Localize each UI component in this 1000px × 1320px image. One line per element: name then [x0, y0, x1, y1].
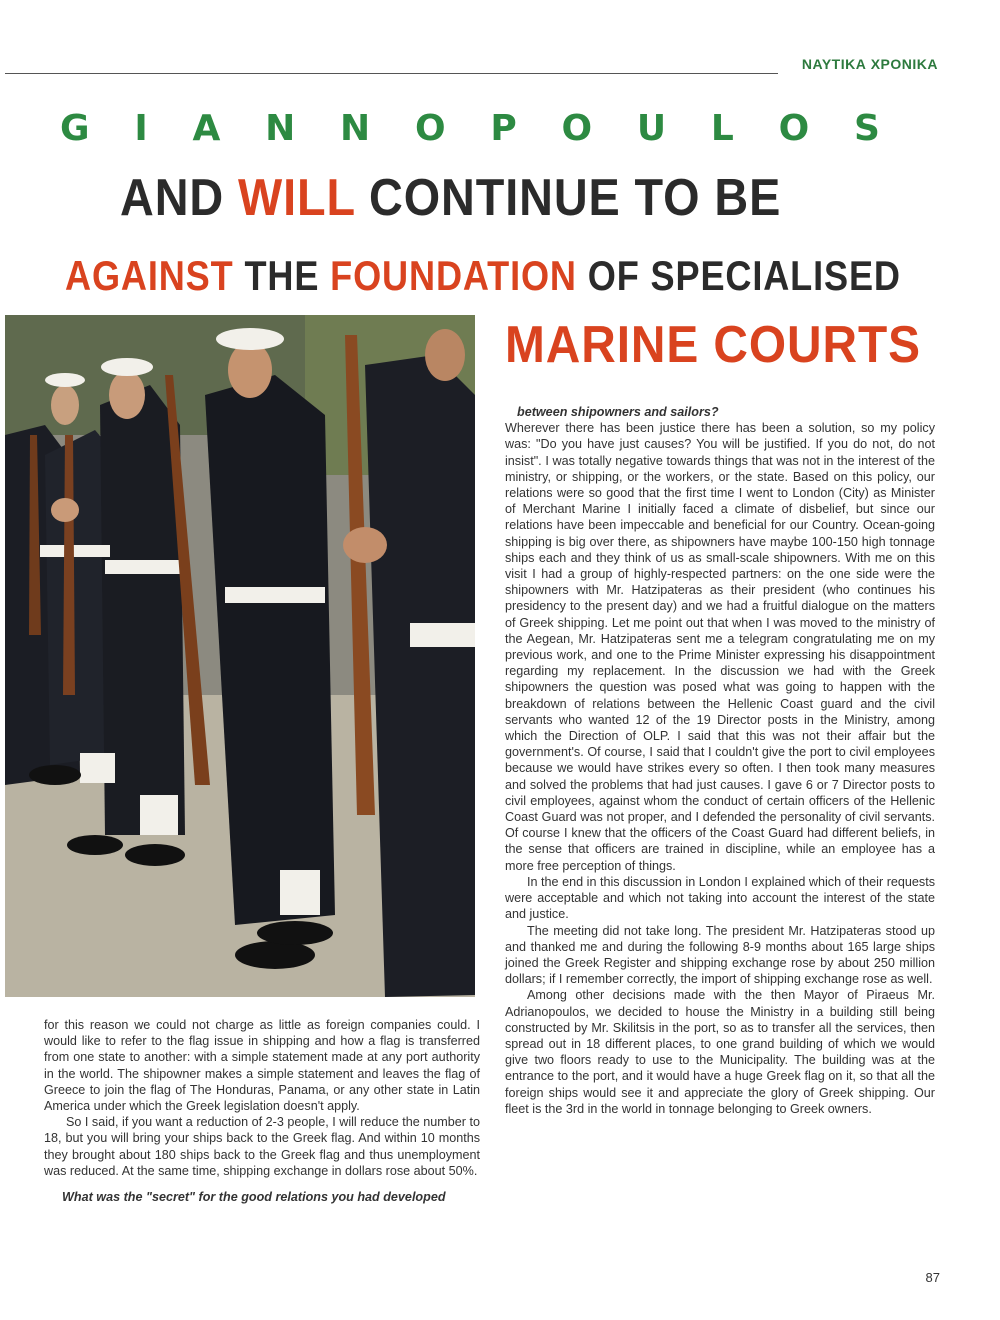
interview-question: What was the "secret" for the good relations you had developed	[62, 1190, 446, 1205]
article-paragraph: Among other decisions made with the then Mayor of Piraeus Mr. Adrianopoulos, we decided to house the Ministry in a building still being constructed by Mr. Skilitsis in the port, so as to transfer all the services, then spread out in 18 different places, to one grand building of which we would give two floors ready to use to the Municipality. The building was at the entrance to the port, and it would have a huge Greek flag on it, so that all the foreign ships would see it and appreciate the glory of Greek shipping. Our fleet is the 3rd in the world in tonnage belonging to Greek owners.	[505, 988, 935, 1116]
headline-line-4: MARINE COURTS	[505, 316, 921, 374]
headline-line-2	[120, 168, 781, 228]
headline-name-letter: L	[710, 108, 734, 149]
sailors-photo	[5, 315, 475, 997]
headline-name-letter: O	[414, 108, 446, 149]
page-number: 87	[925, 1270, 940, 1285]
headline-name-letter: N	[265, 108, 296, 149]
headline-text-highlight: FOUNDATION	[330, 252, 577, 299]
article-paragraph: for this reason we could not charge as little as foreign companies could. I would like to refer to the flag issue in shipping and how a flag is transferred from one state to another: with a simple statement made at any port authority in the world. The shipowner makes a simple statement and leaves the flag of Greece to join the flag of The Honduras, Panama, or any other state in Latin America under which the Greek legislation doesn't apply.	[44, 1018, 480, 1114]
headline-text-highlight: WILL	[238, 169, 356, 227]
header-rule	[5, 73, 778, 74]
headline-text-highlight: AGAINST	[65, 252, 234, 299]
headline-name-letter: I	[134, 108, 148, 149]
headline-name-letter: U	[636, 108, 667, 149]
magazine-name: ΝΑΥΤΙΚΑ ΧΡΟΝΙΚΑ	[801, 56, 938, 72]
headline-name-letter: A	[192, 108, 221, 149]
article-paragraph: So I said, if you want a reduction of 2-3 people, I will reduce the number to 18, but you will bring your ships back to the Greek flag. And within 10 months they brought about 180 ships back to the Greek flag and thus unemployment was reduced. At the same time, shipping exchange in dollars rose about 50%.	[44, 1115, 480, 1178]
headline-name-letter: O	[778, 108, 810, 149]
headline-text: CONTINUE TO BE	[369, 169, 782, 227]
headline-text: OF SPECIALISED	[587, 252, 901, 299]
headline-name-letter: G	[60, 108, 90, 149]
article-paragraph: The meeting did not take long. The president Mr. Hatzipateras stood up and thanked me and during the following 8-9 months about 165 large ships joined the Greek Register and shipping exchange rose by about 250 million dollars; if I remember correctly, the import of shipping exchange rose as well.	[505, 923, 935, 987]
article-paragraph: In the end in this discussion in London I explained which of their requests were acceptable and which not taking into account the interest of the state and justice.	[505, 874, 935, 922]
interview-question: between shipowners and sailors?	[517, 405, 719, 419]
headline-name	[60, 108, 880, 149]
headline-line-3	[65, 252, 901, 300]
headline-name-letter: P	[490, 108, 517, 149]
headline-text: AND	[120, 169, 225, 227]
headline-name-letter: S	[853, 108, 880, 149]
headline-text: THE	[244, 252, 320, 299]
article-paragraph: Wherever there has been justice there has been a solution, so my policy was: "Do you have just causes? You will be justified. If you do not, do not insist". I was totally negative towards things that was not in the interest of the ministry, or shipping, or the workers, or the state. Based on this policy, our relations were so good that the first time I went to London (City) as Minister of Merchant Marine I initially faced a climate of disbelief, but since our relations have been impeccable and beneficial for our Country. Ocean-going shipping is big over there, as shipowners have maybe 100-150 high tonnage ships each and they think of us as small-scale shipowners. With me on this visit I had a group of highly-respected partners: on the one side were the shipowners with Mr. Hatzipateras as their president (who continues his presidency to the present day) and we had a fruitful dialogue on the matters of Greek shipping. Let me point out that when I was moved to the ministry of the Aegean, Mr. Hatzipateras sent me a telegram congratulating me on my previous work, and one to the Prime Minister expressing his disappointment regarding my replacement. In the discussion we had with the Greek shipowners the question was posed what was going to happen with the breakdown of relations between the Hellenic Coast guard and the civil servants who wanted 12 of the 19 Director posts in the Ministry, among which the Direction of OLP. I said that this was not their affair but the government's. Of course, I said that I couldn't give the port to civil employees because we would have strikes every so often. I then took many measures and solved the problems that had just causes. I gave 6 or 7 Director posts to civil employees, against whom the conduct of certain officers of the Hellenic Coast Guard was not proper, and I defended the personality of civil servants. Of course I knew that the officers of the Coast Guard had different beliefs, in the sense that officers are trained in discipline, while an employee has a more free perception of things.	[505, 421, 935, 873]
headline-name-letter: O	[561, 108, 593, 149]
article-left-column	[44, 1017, 480, 1205]
headline-name-letter: N	[340, 108, 371, 149]
article-right-column	[505, 404, 935, 1117]
